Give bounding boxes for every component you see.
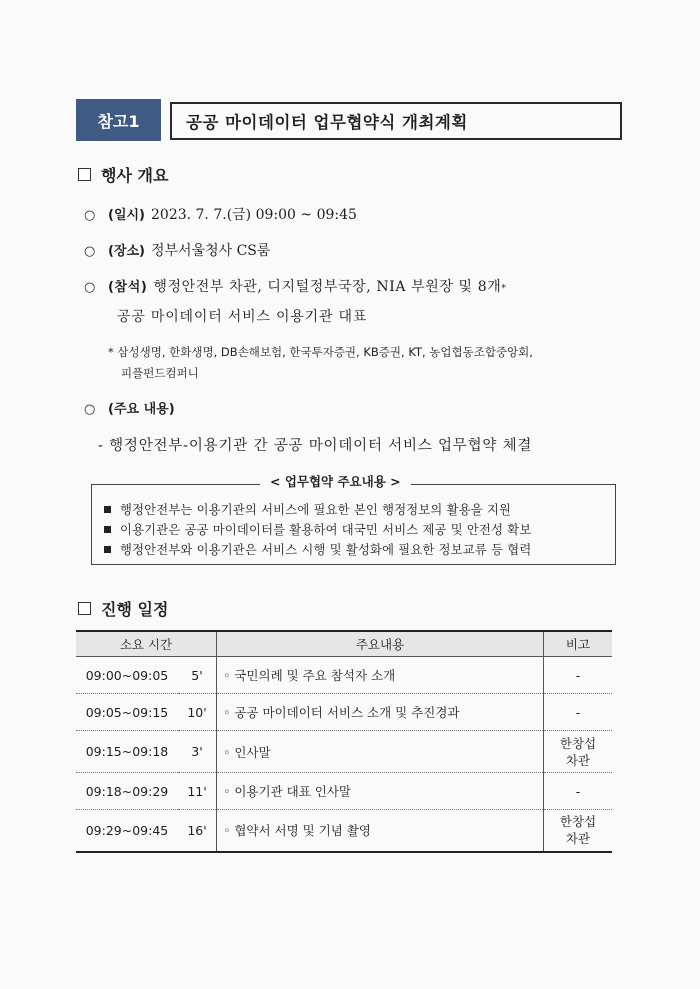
row-duration: 16' bbox=[178, 810, 217, 852]
table-header-row bbox=[76, 632, 612, 657]
note-line1: 한창섭 bbox=[559, 814, 597, 830]
row-note bbox=[544, 810, 613, 852]
note-line1: 한창섭 bbox=[559, 735, 597, 751]
reference-tag: 참고1 bbox=[76, 99, 161, 141]
square-filled-icon bbox=[104, 506, 111, 513]
note-line2: 차관 bbox=[565, 831, 591, 847]
table-row bbox=[76, 657, 612, 694]
circle-outline-icon: ○ bbox=[84, 402, 96, 417]
column-header-note: 비고 bbox=[544, 632, 613, 657]
row-content: ◦ 국민의례 및 주요 참석자 소개 bbox=[217, 657, 544, 694]
square-outline-icon bbox=[78, 168, 91, 181]
row-content: ◦ 이용기관 대표 인사말 bbox=[217, 773, 544, 810]
note-line1: - bbox=[575, 667, 581, 683]
row-note bbox=[544, 657, 613, 694]
row-time: 09:00~09:05 bbox=[76, 657, 178, 694]
attendees-note-line1 bbox=[108, 344, 533, 360]
agreement-item bbox=[104, 520, 531, 538]
agreement-item bbox=[104, 500, 511, 518]
square-outline-icon bbox=[78, 602, 91, 615]
attendees-footnote-mark: * bbox=[501, 284, 507, 294]
schedule-table bbox=[76, 632, 612, 853]
row-duration: 10' bbox=[178, 694, 217, 731]
circle-outline-icon: ○ bbox=[84, 244, 96, 259]
agreement-item bbox=[104, 540, 531, 558]
square-filled-icon bbox=[104, 546, 111, 553]
overview-heading bbox=[78, 163, 168, 186]
circle-outline-icon: ○ bbox=[84, 280, 96, 295]
place-row bbox=[84, 240, 270, 260]
content-dash-line: - 행정안전부-이용기관 간 공공 마이데이터 서비스 업무협약 체결 bbox=[98, 438, 533, 454]
date-label: (일시) bbox=[108, 208, 145, 223]
row-note bbox=[544, 731, 613, 773]
row-duration: 11' bbox=[178, 773, 217, 810]
attendees-row bbox=[84, 276, 506, 296]
row-note bbox=[544, 773, 613, 810]
table-row bbox=[76, 773, 612, 810]
row-time: 09:18~09:29 bbox=[76, 773, 178, 810]
agreement-item-text: 이용기관은 공공 마이데이터를 활용하여 대국민 서비스 제공 및 안전성 확보 bbox=[120, 523, 532, 537]
row-time: 09:15~09:18 bbox=[76, 731, 178, 773]
place-label: (장소) bbox=[108, 244, 145, 259]
document-title: 공공 마이데이터 업무협약식 개최계획 bbox=[170, 102, 622, 140]
note-line2: 차관 bbox=[565, 752, 591, 768]
schedule-heading-text: 진행 일정 bbox=[101, 600, 169, 619]
row-content: ◦ 인사말 bbox=[217, 731, 544, 773]
circle-outline-icon: ○ bbox=[84, 208, 96, 223]
row-note bbox=[544, 694, 613, 731]
row-duration: 3' bbox=[178, 731, 217, 773]
row-time: 09:29~09:45 bbox=[76, 810, 178, 852]
agreement-item-text: 행정안전부는 이용기관의 서비스에 필요한 본인 행정정보의 활용을 지원 bbox=[120, 503, 512, 517]
row-content: ◦ 공공 마이데이터 서비스 소개 및 추진경과 bbox=[217, 694, 544, 731]
note-text-1: 삼성생명, 한화생명, DB손해보험, 한국투자증권, KB증권, KT, 농업협동조합중앙회, bbox=[117, 345, 533, 359]
attendees-label: (참석) bbox=[108, 280, 148, 295]
note-marker: * bbox=[108, 345, 114, 359]
table-row bbox=[76, 810, 612, 852]
overview-heading-text: 행사 개요 bbox=[101, 166, 169, 185]
attendees-line2: 공공 마이데이터 서비스 이용기관 대표 bbox=[117, 309, 368, 325]
attendees-line1: 행정안전부 차관, 디지털정부국장, NIA 부원장 및 8개 bbox=[153, 279, 502, 295]
content-row bbox=[84, 398, 181, 417]
agreement-item-text: 행정안전부와 이용기관은 서비스 시행 및 활성화에 필요한 정보교류 등 협력 bbox=[120, 543, 532, 557]
row-time: 09:05~09:15 bbox=[76, 694, 178, 731]
table-row bbox=[76, 694, 612, 731]
table-row bbox=[76, 731, 612, 773]
date-row bbox=[84, 204, 357, 224]
row-duration: 5' bbox=[178, 657, 217, 694]
square-filled-icon bbox=[104, 526, 111, 533]
place-value: 정부서울청사 CS룸 bbox=[151, 243, 271, 259]
note-line1: - bbox=[575, 704, 581, 720]
column-header-time: 소요 시간 bbox=[76, 632, 217, 657]
schedule-heading bbox=[78, 597, 168, 620]
date-value: 2023. 7. 7.(금) 09:00 ~ 09:45 bbox=[151, 207, 357, 223]
note-line1: - bbox=[575, 783, 581, 799]
row-content: ◦ 협약서 서명 및 기념 촬영 bbox=[217, 810, 544, 852]
attendees-note-line2: 피플펀드컴퍼니 bbox=[121, 366, 199, 380]
agreement-box-title: < 업무협약 주요내용 > bbox=[260, 472, 411, 490]
content-label: (주요 내용) bbox=[108, 402, 175, 417]
column-header-content: 주요내용 bbox=[217, 632, 544, 657]
